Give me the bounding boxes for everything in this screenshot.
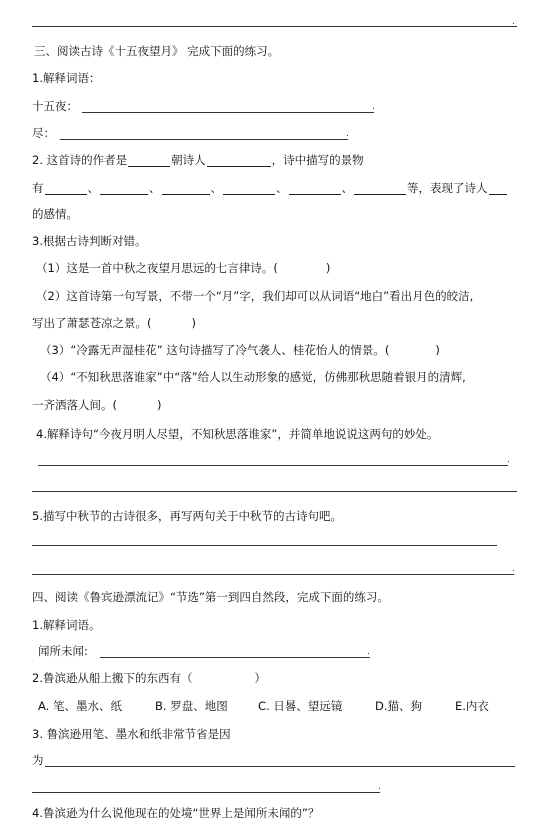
divider-top bbox=[32, 26, 517, 27]
answer-line-q4-2[interactable] bbox=[32, 491, 517, 492]
judge-4-line1: （4）“不知秋思落谁家”中“落”给人以生动形象的感觉，仿佛那秋思随着银月的清辉, bbox=[40, 370, 466, 384]
blank-dynasty[interactable] bbox=[128, 155, 170, 167]
blank-scene-3[interactable] bbox=[162, 183, 210, 195]
q2-text: 2.鲁滨逊从船上搬下的东西有（ bbox=[32, 671, 193, 685]
judge-4-text: 一齐洒落人间。( bbox=[32, 398, 117, 412]
answer-line-wensuoweiwen[interactable] bbox=[100, 657, 370, 658]
judge-2-line1: （2）这首诗第一句写景，不带一个“月”字，我们却可以从词语“地白”看出月色的皎洁, bbox=[36, 289, 474, 303]
answer-line-jin[interactable] bbox=[60, 139, 348, 140]
judge-2-paren-close: ) bbox=[191, 316, 196, 330]
answer-line-q4-1[interactable] bbox=[38, 465, 508, 466]
section4-q3: 3. 鲁滨逊用笔、墨水和纸非常节省是因 bbox=[32, 727, 231, 741]
answer-line-shiwuye[interactable] bbox=[82, 112, 374, 113]
word-shiwuye-label: 十五夜： bbox=[32, 99, 78, 113]
judge-1-paren-close: ) bbox=[325, 261, 331, 275]
answer-line-q3-1[interactable] bbox=[45, 766, 515, 767]
judge-2-line2 bbox=[32, 316, 196, 330]
section4-title: 四、阅读《鲁宾逊漂流记》“节选”第一到四自然段，完成下面的练习。 bbox=[32, 590, 389, 604]
judge-3-paren-close: ) bbox=[435, 343, 440, 357]
section3-q1: 1.解释词语： bbox=[32, 71, 101, 85]
word-wensuoweiwen-label: 闻所未闻: bbox=[38, 644, 88, 658]
answer-line-q3-2[interactable] bbox=[32, 792, 380, 793]
section4-q1: 1.解释词语。 bbox=[32, 618, 101, 632]
section3-q2-line1 bbox=[32, 153, 364, 167]
section4-q4: 4.鲁滨逊为什么说他现在的处境“世界上是闻所未闻的”？ bbox=[32, 806, 320, 820]
option-e[interactable]: E.内衣 bbox=[455, 699, 489, 713]
q2-text-a: 2. 这首诗的作者是 bbox=[32, 153, 128, 167]
judge-4-line2 bbox=[32, 398, 162, 412]
blank-scene-4[interactable] bbox=[223, 183, 275, 195]
line-end-dot: . bbox=[378, 782, 381, 792]
answer-line-q5-1[interactable] bbox=[32, 545, 497, 546]
judge-1 bbox=[36, 261, 330, 275]
blank-feeling[interactable] bbox=[489, 183, 507, 195]
blank-scene-1[interactable] bbox=[45, 183, 87, 195]
answer-line-q5-2[interactable] bbox=[32, 574, 514, 575]
blank-poet[interactable] bbox=[207, 155, 271, 167]
judge-4-paren-close: ) bbox=[157, 398, 162, 412]
q2-text-end: 等，表现了诗人 bbox=[407, 181, 488, 195]
option-d[interactable]: D.猫、狗 bbox=[375, 699, 423, 713]
q2-paren-close: ） bbox=[254, 671, 266, 685]
line-end-dot: . bbox=[512, 17, 515, 27]
q2-text-you: 有 bbox=[32, 181, 44, 195]
section3-q4: 4.解释诗句“今夜月明人尽望，不知秋思落谁家”，并简单地说说这两句的妙处。 bbox=[36, 427, 439, 441]
section3-q2-line2: 有 、 、 、 、 、 等，表现了诗人 bbox=[32, 181, 508, 195]
line-end-dot: . bbox=[507, 455, 510, 465]
option-a[interactable]: A. 笔、墨水、纸 bbox=[38, 699, 122, 713]
section3-q2-line3: 的感情。 bbox=[32, 207, 78, 221]
q2-text-c: ，诗中描写的景物 bbox=[271, 153, 364, 167]
section4-q3-line2: 为 bbox=[32, 753, 44, 767]
section3-q5: 5.描写中秋节的古诗很多，再写两句关于中秋节的古诗句吧。 bbox=[32, 509, 342, 523]
section3-q3: 3.根据古诗判断对错。 bbox=[32, 234, 147, 248]
q2-text-b: 朝诗人 bbox=[171, 153, 206, 167]
judge-2-text: 写出了萧瑟苍凉之景。( bbox=[32, 316, 152, 330]
word-jin-label: 尽： bbox=[32, 126, 55, 140]
judge-3-text: （3）“冷露无声湿桂花” 这句诗描写了冷气袭人、桂花怡人的情景。( bbox=[40, 343, 390, 357]
blank-scene-2[interactable] bbox=[100, 183, 148, 195]
line-end-dot: . bbox=[346, 129, 349, 139]
blank-scene-5[interactable] bbox=[289, 183, 341, 195]
judge-1-text: （1）这是一首中秋之夜望月思远的七言律诗。( bbox=[36, 261, 278, 275]
line-end-dot: . bbox=[372, 102, 375, 112]
line-end-dot: . bbox=[367, 647, 370, 657]
option-c[interactable]: C. 日晷、望远镜 bbox=[258, 699, 343, 713]
section4-q2 bbox=[32, 671, 266, 685]
line-end-dot: . bbox=[512, 564, 515, 574]
judge-3 bbox=[40, 343, 440, 357]
section3-title: 三、阅读古诗《十五夜望月》 完成下面的练习。 bbox=[34, 44, 280, 58]
blank-scene-6[interactable] bbox=[354, 183, 406, 195]
option-b[interactable]: B. 罗盘、地图 bbox=[155, 699, 228, 713]
